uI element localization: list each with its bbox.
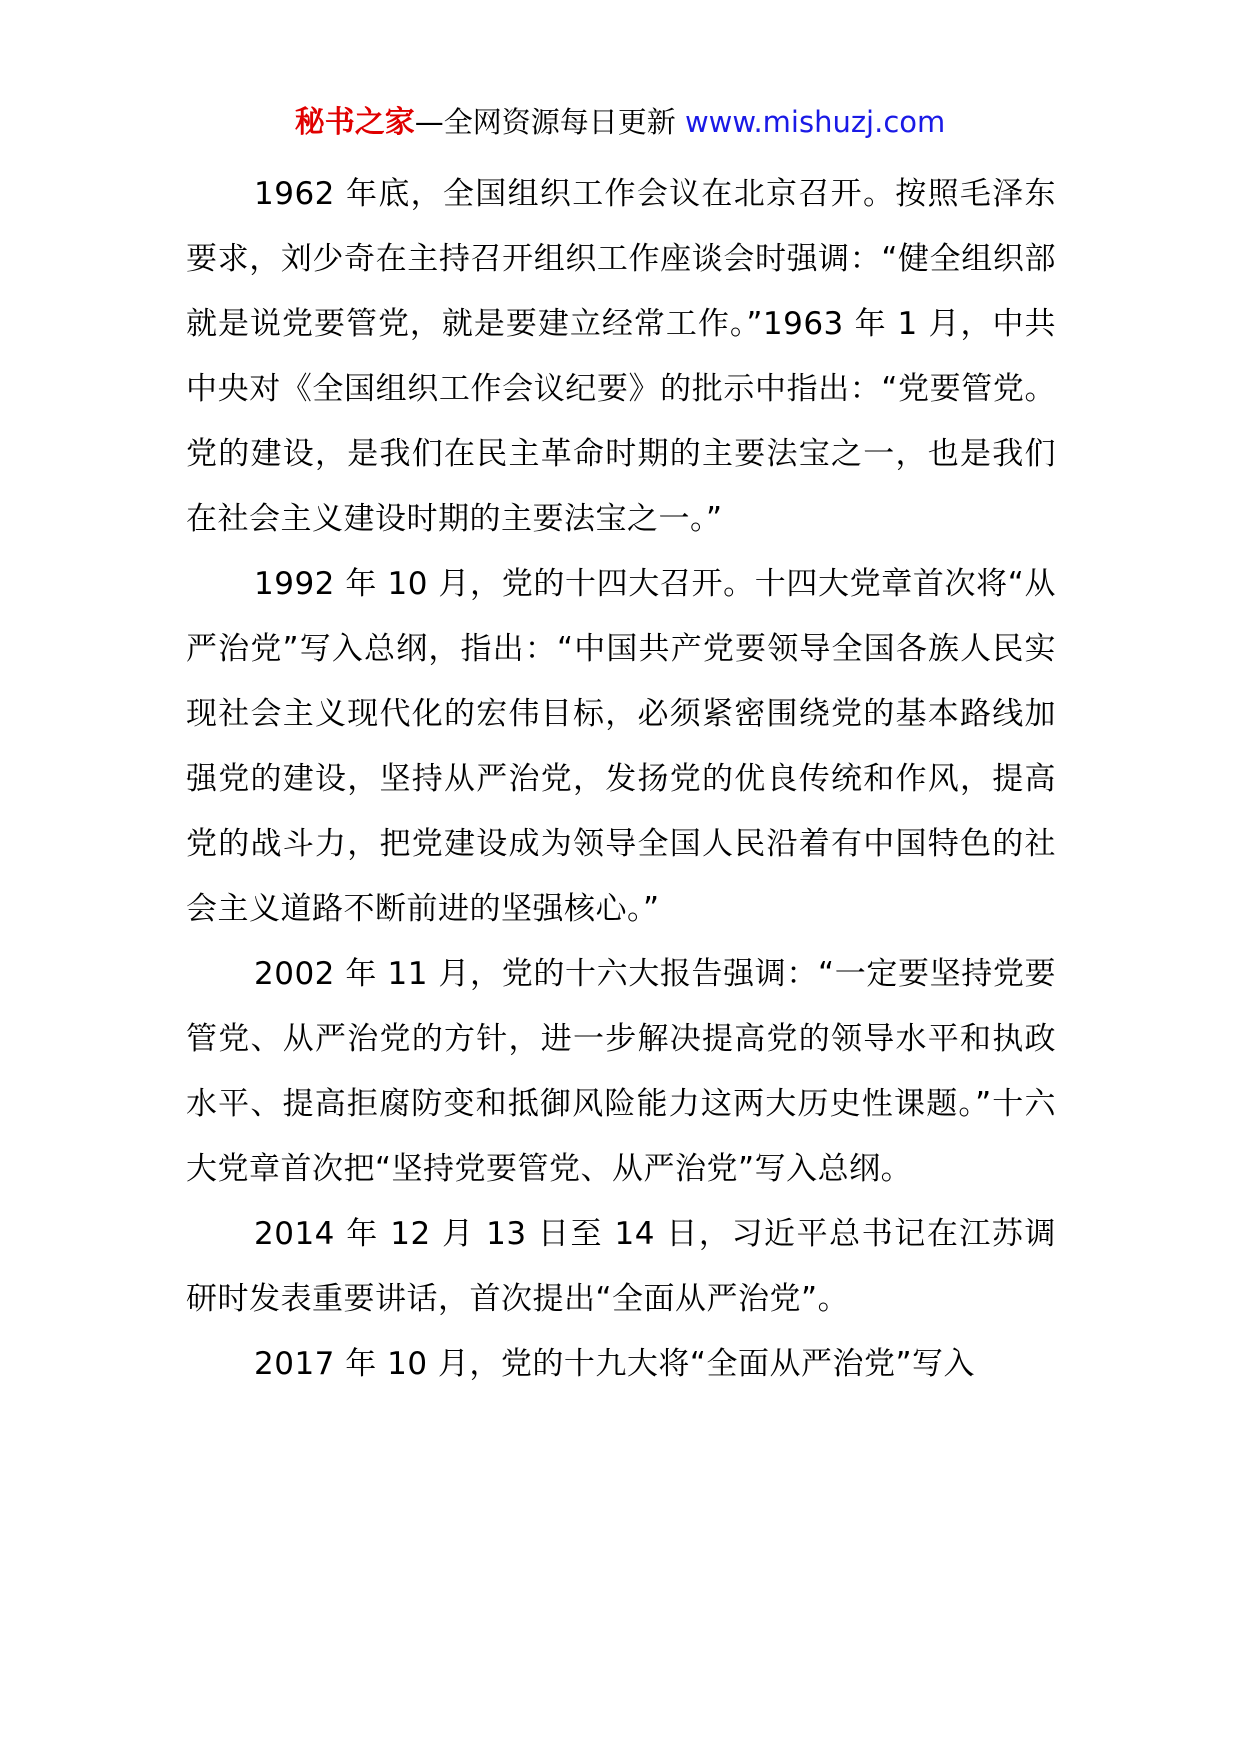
paragraph-2014: 2014 年 12 月 13 日至 14 日，习近平总书记在江苏调研时发表重要讲话，首次提出“全面从严治党”。 [186, 1216, 1056, 1317]
site-url-link[interactable]: www.mishuzj.com [684, 105, 946, 139]
paragraph-2002: 2002 年 11 月，党的十六大报告强调：“一定要坚持党要管党、从严治党的方针，进一步解决提高党的领导水平和执政水平、提高拒腐防变和抵御风险能力这两大历史性课题。”十六大党章首次把“坚持党要管党、从严治党”写入总纲。 [186, 956, 1056, 1187]
paragraph-1992: 1992 年 10 月，党的十四大召开。十四大党章首次将“从严治党”写入总纲，指出：“中国共产党要领导全国各族人民实现社会主义现代化的宏伟目标，必须紧密围绕党的基本路线加强党的建设，坚持从严治党，发扬党的优良传统和作风，提高党的战斗力，把党建设成为领导全国人民沿着有中国特色的社会主义道路不断前进的坚强核心。” [186, 566, 1056, 927]
paragraph-1962: 1962 年底，全国组织工作会议在北京召开。按照毛泽东要求，刘少奇在主持召开组织工作座谈会时强调：“健全组织部就是说党要管党，就是要建立经常工作。”1963 年 1 月，中共中央对《全国组织工作会议纪要》的批示中指出：“党要管党。党的建设，是我们在民主革命时期的主要法宝之一，也是我们在社会主义建设时期的主要法宝之一。” [186, 176, 1056, 537]
document-body [186, 162, 1056, 1397]
site-brand: 秘书之家 [294, 105, 415, 140]
site-tagline: —全网资源每日更新 [414, 105, 676, 139]
site-header [0, 102, 1240, 143]
paragraph-2017: 2017 年 10 月，党的十九大将“全面从严治党”写入 [254, 1346, 976, 1382]
